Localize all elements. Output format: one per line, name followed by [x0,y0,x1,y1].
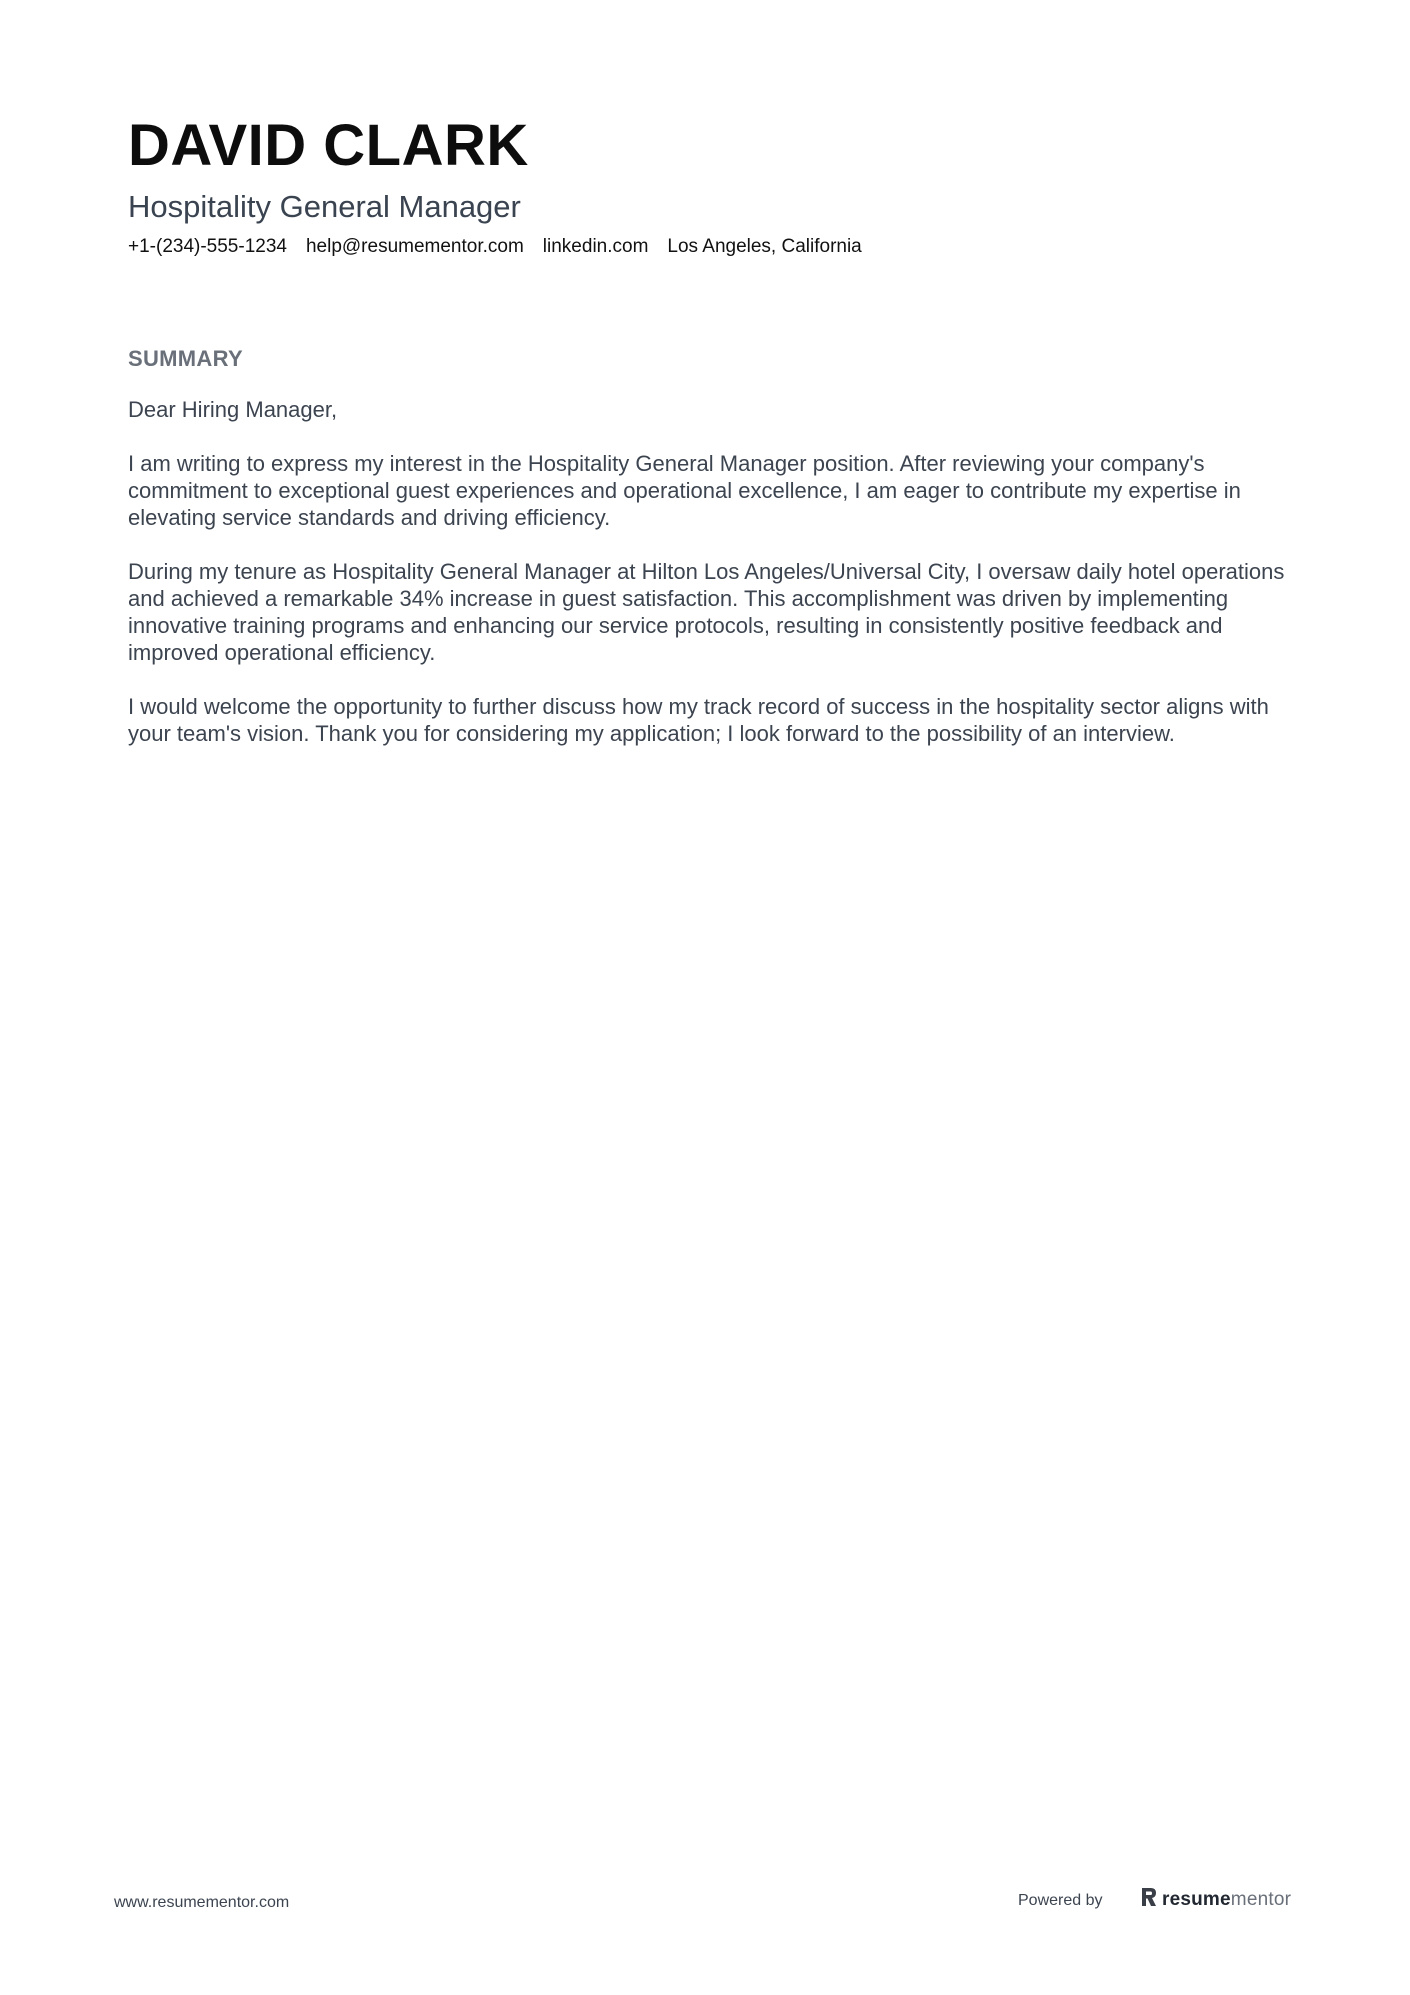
footer-website-link[interactable]: www.resumementor.com [114,1894,290,1911]
page-footer [0,1882,1410,1922]
brand-logo[interactable] [1140,1886,1291,1913]
brand-wordmark-bold: resume [1162,1888,1231,1910]
candidate-name: DAVID CLARK [128,113,529,178]
resumementor-logo-icon [1140,1886,1158,1913]
contact-phone: +1-(234)-555-1234 [128,236,287,257]
letter-salutation: Dear Hiring Manager, [128,397,338,422]
resume-header [128,112,1278,260]
letter-paragraph: I am writing to express my interest in the Hospitality General Manager position. After reviewing your company's commitment to exceptional guest experiences and operational excellence, I am eager to contribute my expertise in elevating service standards and driving efficiency. [128,451,1241,530]
letter-paragraph: I would welcome the opportunity to further discuss how my track record of success in the hospitality sector aligns with your team's vision. Thank you for considering my application; I look forward to the possibility of an interview. [128,694,1269,746]
contact-email[interactable]: help@resumementor.com [305,236,524,257]
section-heading-summary: SUMMARY [128,346,243,371]
contact-info [128,234,1278,260]
letter-body [128,396,1288,747]
brand-wordmark [1162,1889,1291,1911]
contact-location: Los Angeles, California [667,236,862,257]
summary-section [128,344,1288,774]
job-title: Hospitality General Manager [128,189,521,224]
brand-wordmark-light: mentor [1230,1888,1292,1910]
contact-linkedin[interactable]: linkedin.com [542,236,649,257]
letter-paragraph: During my tenure as Hospitality General Manager at Hilton Los Angeles/Universal City, I oversaw daily hotel operations and achieved a remarkable 34% increase in guest satisfaction. This accomplishment was driven by implementing innovative training programs and enhancing our service protocols, resulting in consistently positive feedback and improved operational efficiency. [128,559,1285,665]
powered-by-label: Powered by [1018,1892,1103,1909]
